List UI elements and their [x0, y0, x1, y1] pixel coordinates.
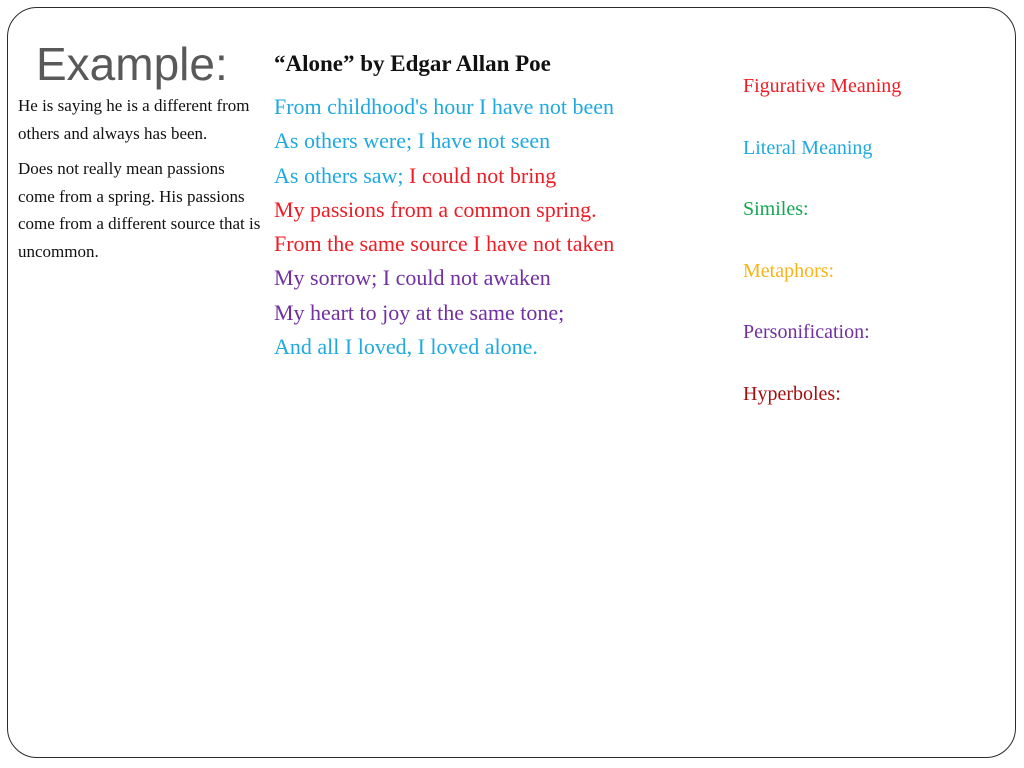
legend-item-similes: Similes: [743, 198, 809, 220]
poem-body [274, 90, 674, 364]
poem-line [274, 296, 674, 330]
poem-segment-personification: My sorrow; I could not awaken [274, 265, 551, 291]
poem-segment-figurative: From the same source I have not taken [274, 231, 615, 257]
slide-title: Example: [36, 38, 228, 90]
poem-line [274, 159, 674, 193]
poem-segment-literal: As others were; I have not seen [274, 128, 551, 154]
legend-item-personification: Personification: [743, 321, 870, 343]
poem-segment-figurative: My passions from a common spring. [274, 196, 597, 222]
poem-segment-literal: From childhood's hour I have not been [274, 94, 615, 119]
poem-title: “Alone” by Edgar Allan Poe [274, 51, 551, 76]
poem-line [274, 261, 674, 295]
legend-item-figurative: Figurative Meaning [743, 75, 902, 97]
note-paragraph: Does not really mean passions come from a spring. His passions come from a different source that is uncommon. [18, 159, 261, 261]
note-paragraph: He is saying he is a different from others and always has been. [18, 96, 250, 143]
legend-item-hyperboles: Hyperboles: [743, 382, 841, 405]
poem-line [274, 330, 674, 364]
poem-segment-figurative: I could not bring [409, 162, 557, 188]
poem-line [274, 227, 674, 261]
poem-segment-literal: As others saw; [274, 162, 410, 188]
poem-line [274, 124, 674, 158]
color-legend [743, 72, 901, 441]
legend-item-metaphors: Metaphors: [743, 259, 835, 282]
poem-segment-personification: My heart to joy at the same tone; [274, 299, 565, 325]
analysis-notes [18, 92, 262, 273]
poem-line [274, 193, 674, 227]
legend-item-literal: Literal Meaning [743, 136, 873, 159]
poem-segment-literal: And all I loved, I loved alone. [274, 334, 538, 360]
poem-line [274, 90, 674, 124]
slide-frame [7, 7, 1016, 758]
